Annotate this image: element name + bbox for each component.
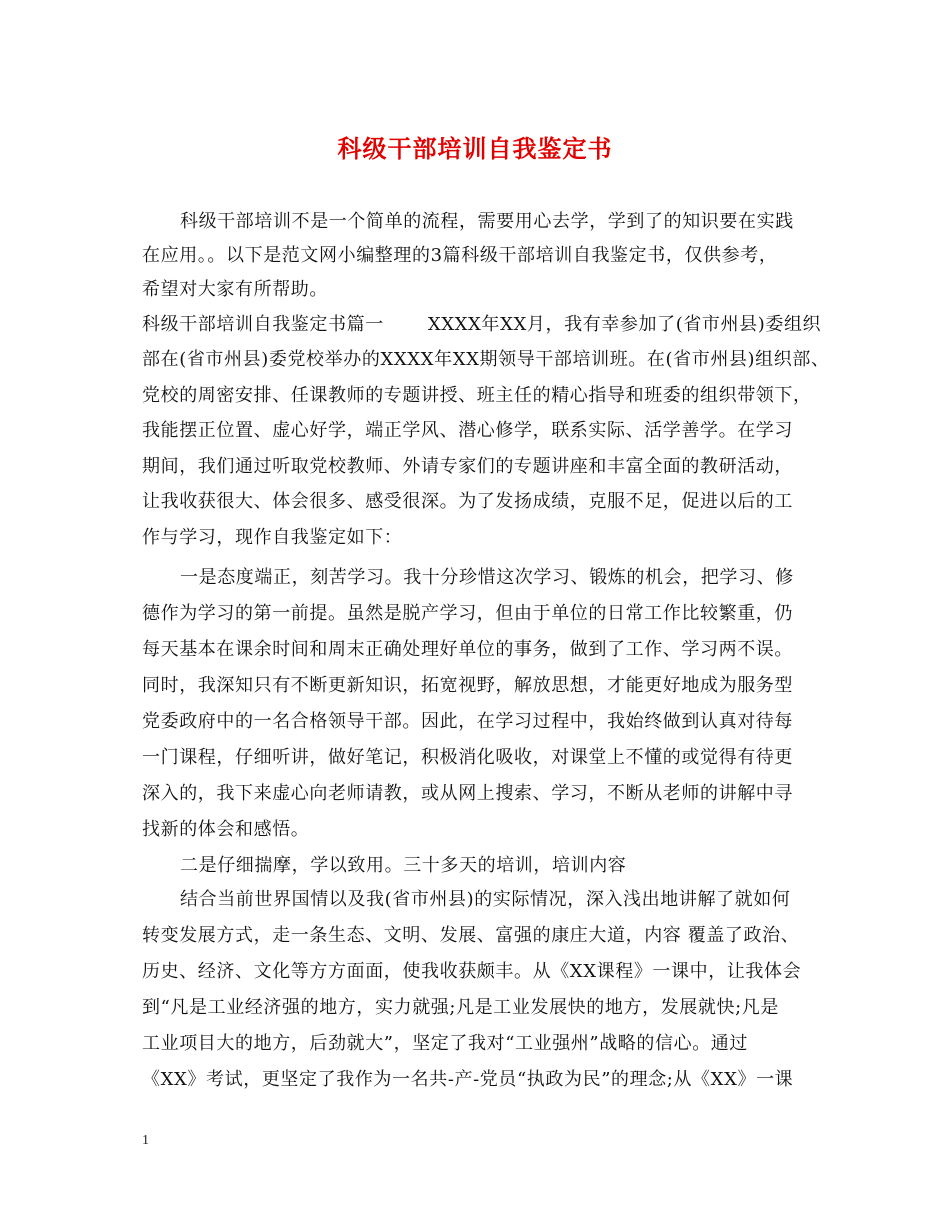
text-line: 科级干部培训不是一个简单的流程，需要用心去学，学到了的知识要在实践 [180, 211, 794, 232]
text-line: 党校的周密安排、任课教师的专题讲授、班主任的精心指导和班委的组织带领下， [142, 385, 812, 406]
text-line: 让我收获很大、体会很多、感受很深。为了发扬成绩，克服不足，促进以后的工 [142, 491, 793, 512]
text-line: 一门课程，仔细听讲，做好笔记，积极消化吸收，对课堂上不懂的或觉得有待更 [142, 747, 793, 768]
text-line: 一是态度端正，刻苦学习。我十分珍惜这次学习、锻炼的机会，把学习、修 [180, 567, 794, 588]
section-heading: 科级干部培训自我鉴定书篇一 [142, 314, 384, 335]
text-line: 结合当前世界国情以及我(省市州县)的实际情况，深入浅出地讲解了就如何 [180, 889, 791, 910]
text-line: 党委政府中的一名合格领导干部。因此，在学习过程中，我始终做到认真对待每 [142, 711, 793, 732]
section-heading-line [142, 313, 821, 337]
text-span: XXXX年XX月，我有幸参加了(省市州县)委组织 [427, 314, 822, 335]
text-line: 找新的体会和感悟。 [142, 819, 310, 840]
text-line: 我能摆正位置、虚心好学，端正学风、潜心修学，联系实际、活学善学。在学习 [142, 420, 793, 441]
text-line: 二是仔细揣摩，学以致用。三十多天的培训，培训内容 [180, 855, 627, 876]
text-line: 作与学习，现作自我鉴定如下： [142, 527, 403, 548]
text-line: 德作为学习的第一前提。虽然是脱产学习，但由于单位的日常工作比较繁重，仍 [142, 603, 793, 624]
text-line: 部在(省市州县)委党校举办的XXXX年XX期领导干部培训班。在(省市州县)组织部、 [142, 349, 830, 370]
text-line: 转变发展方式，走一条生态、文明、发展、富强的康庄大道，内容 覆盖了政治、 [142, 925, 800, 946]
text-line: 期间，我们通过听取党校教师、外请专家们的专题讲座和丰富全面的教研活动， [142, 456, 793, 477]
text-line: 希望对大家有所帮助。 [142, 279, 328, 300]
text-line: 同时，我深知只有不断更新知识，拓宽视野，解放思想，才能更好地成为服务型 [142, 675, 793, 696]
text-line: 历史、经济、文化等方方面面，使我收获颇丰。从《XX课程》一课中，让我体会 [142, 961, 802, 982]
text-line: 《XX》考试，更坚定了我作为一名共-产-党员“执政为民”的理念;从《XX》一课 [142, 1069, 794, 1090]
text-line: 到“凡是工业经济强的地方，实力就强;凡是工业发展快的地方，发展就快;凡是 [142, 997, 779, 1018]
text-line: 每天基本在课余时间和周末正确处理好单位的事务，做到了工作、学习两不误。 [142, 639, 793, 660]
text-line: 在应用。。以下是范文网小编整理的3篇科级干部培训自我鉴定书，仅供参考， [142, 245, 778, 266]
text-line: 深入的，我下来虚心向老师请教，或从网上搜索、学习，不断从老师的讲解中寻 [142, 783, 793, 804]
text-line: 工业项目大的地方，后劲就大”，坚定了我对“工业强州”战略的信心。通过 [142, 1033, 749, 1054]
page-number: 1 [142, 1133, 149, 1148]
document-title: 科级干部培训自我鉴定书 [337, 134, 613, 163]
